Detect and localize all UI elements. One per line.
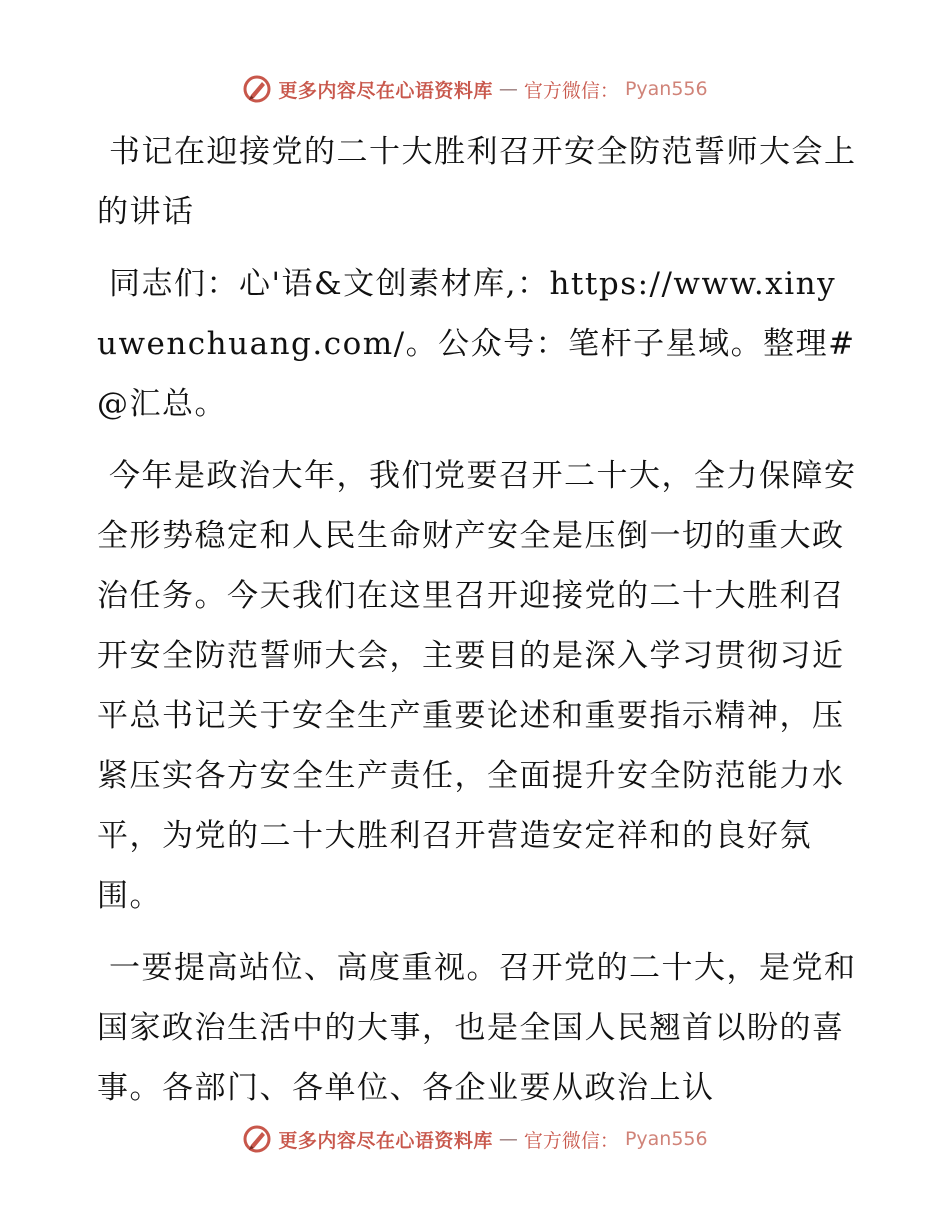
watermark-main-text: 更多内容尽在心语资料库 — [278, 1129, 493, 1152]
pen-logo-icon — [242, 1124, 272, 1154]
watermark-main-text: 更多内容尽在心语资料库 — [278, 79, 493, 102]
greeting-paragraph: 同志们：心'语&文创素材库,：https://www.xinyuwenchuang.com/。公众号：笔杆子星域。整理#@汇总。 — [97, 266, 856, 422]
document-title: 书记在迎接党的二十大胜利召开安全防范誓师大会上的讲话 — [97, 134, 857, 230]
watermark-official-label: 官方微信： — [523, 79, 619, 102]
pen-logo-icon — [242, 74, 272, 104]
watermark-header — [0, 74, 950, 104]
body-paragraph-1: 今年是政治大年，我们党要召开二十大，全力保障安全形势稳定和人民生命财产安全是压倒一切的重大政治任务。今天我们在这里召开迎接党的二十大胜利召开安全防范誓师大会，主要目的是深入学习贯彻习近平总书记关于安全生产重要论述和重要指示精神，压紧压实各方安全生产责任，全面提升安全防范能力水平，为党的二十大胜利召开营造安定祥和的良好氛围。 — [97, 458, 857, 914]
body-paragraph-2: 一要提高站位、高度重视。召开党的二十大，是党和国家政治生活中的大事，也是全国人民翘首以盼的喜事。各部门、各单位、各企业要从政治上认 — [97, 950, 857, 1106]
watermark-dash: — — [498, 1128, 518, 1150]
watermark-wechat-id: Pyan556 — [624, 78, 708, 100]
watermark-footer — [0, 1124, 950, 1154]
watermark-official-label: 官方微信： — [523, 1129, 619, 1152]
watermark-dash: — — [498, 78, 518, 100]
document-body — [97, 122, 857, 1118]
watermark-wechat-id: Pyan556 — [624, 1128, 708, 1150]
